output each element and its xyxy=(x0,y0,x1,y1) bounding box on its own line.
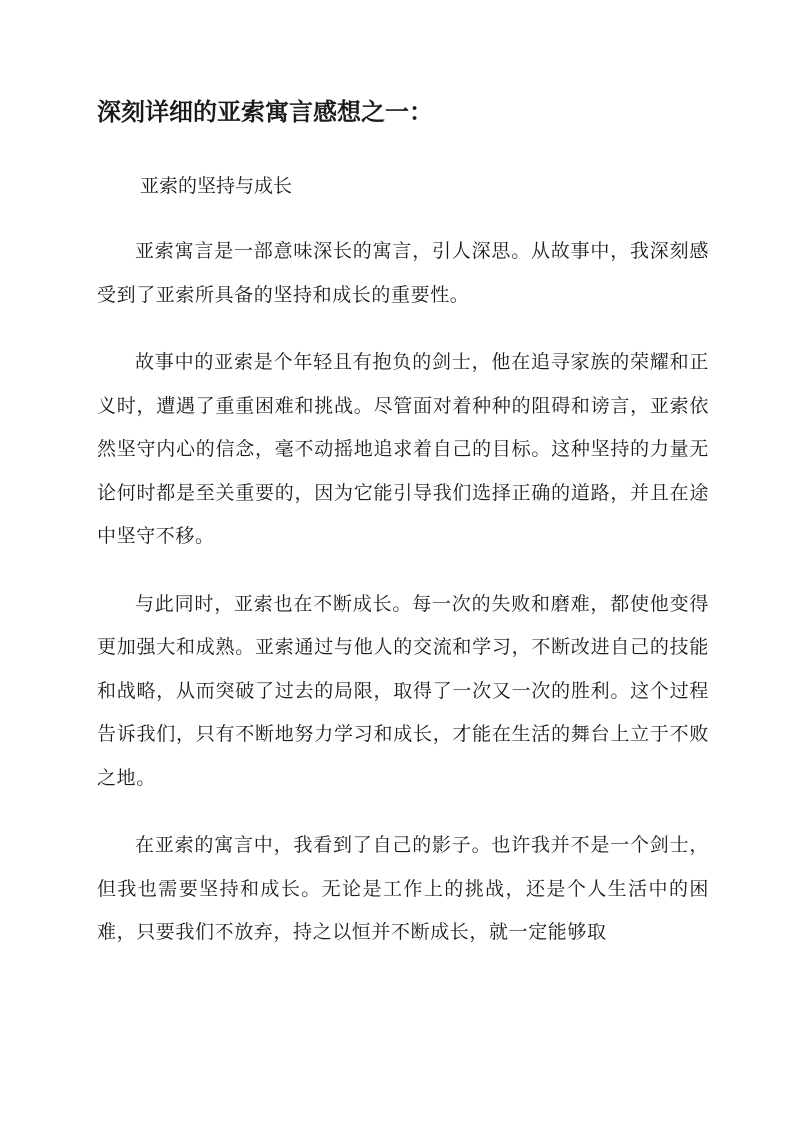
document-body xyxy=(97,230,709,979)
document-subtitle: 亚索的坚持与成长 xyxy=(140,175,293,197)
paragraph-1: 亚索寓言是一部意味深长的寓言，引人深思。从故事中，我深刻感受到了亚索所具备的坚持和成长的重要性。 xyxy=(97,240,709,306)
document-title: 深刻详细的亚索寓言感想之一： xyxy=(97,97,433,126)
paragraph-4: 在亚索的寓言中，我看到了自己的影子。也许我并不是一个剑士，但我也需要坚持和成长。无论是工作上的挑战，还是个人生活中的困难，只要我们不放弃，持之以恒并不断成长，就一定能够取 xyxy=(97,834,709,943)
paragraph-2: 故事中的亚索是个年轻且有抱负的剑士，他在追寻家族的荣耀和正义时，遭遇了重重困难和挑战。尽管面对着种种的阻碍和谤言，亚索依然坚守内心的信念，毫不动摇地追求着自己的目标。这种坚持的力量无论何时都是至关重要的，因为它能引导我们选择正确的道路，并且在途中坚守不移。 xyxy=(97,351,709,547)
paragraph-3: 与此同时，亚索也在不断成长。每一次的失败和磨难，都使他变得更加强大和成熟。亚索通过与他人的交流和学习，不断改进自己的技能和战略，从而突破了过去的局限，取得了一次又一次的胜利。这个过程告诉我们，只有不断地努力学习和成长，才能在生活的舞台上立于不败之地。 xyxy=(97,592,709,789)
